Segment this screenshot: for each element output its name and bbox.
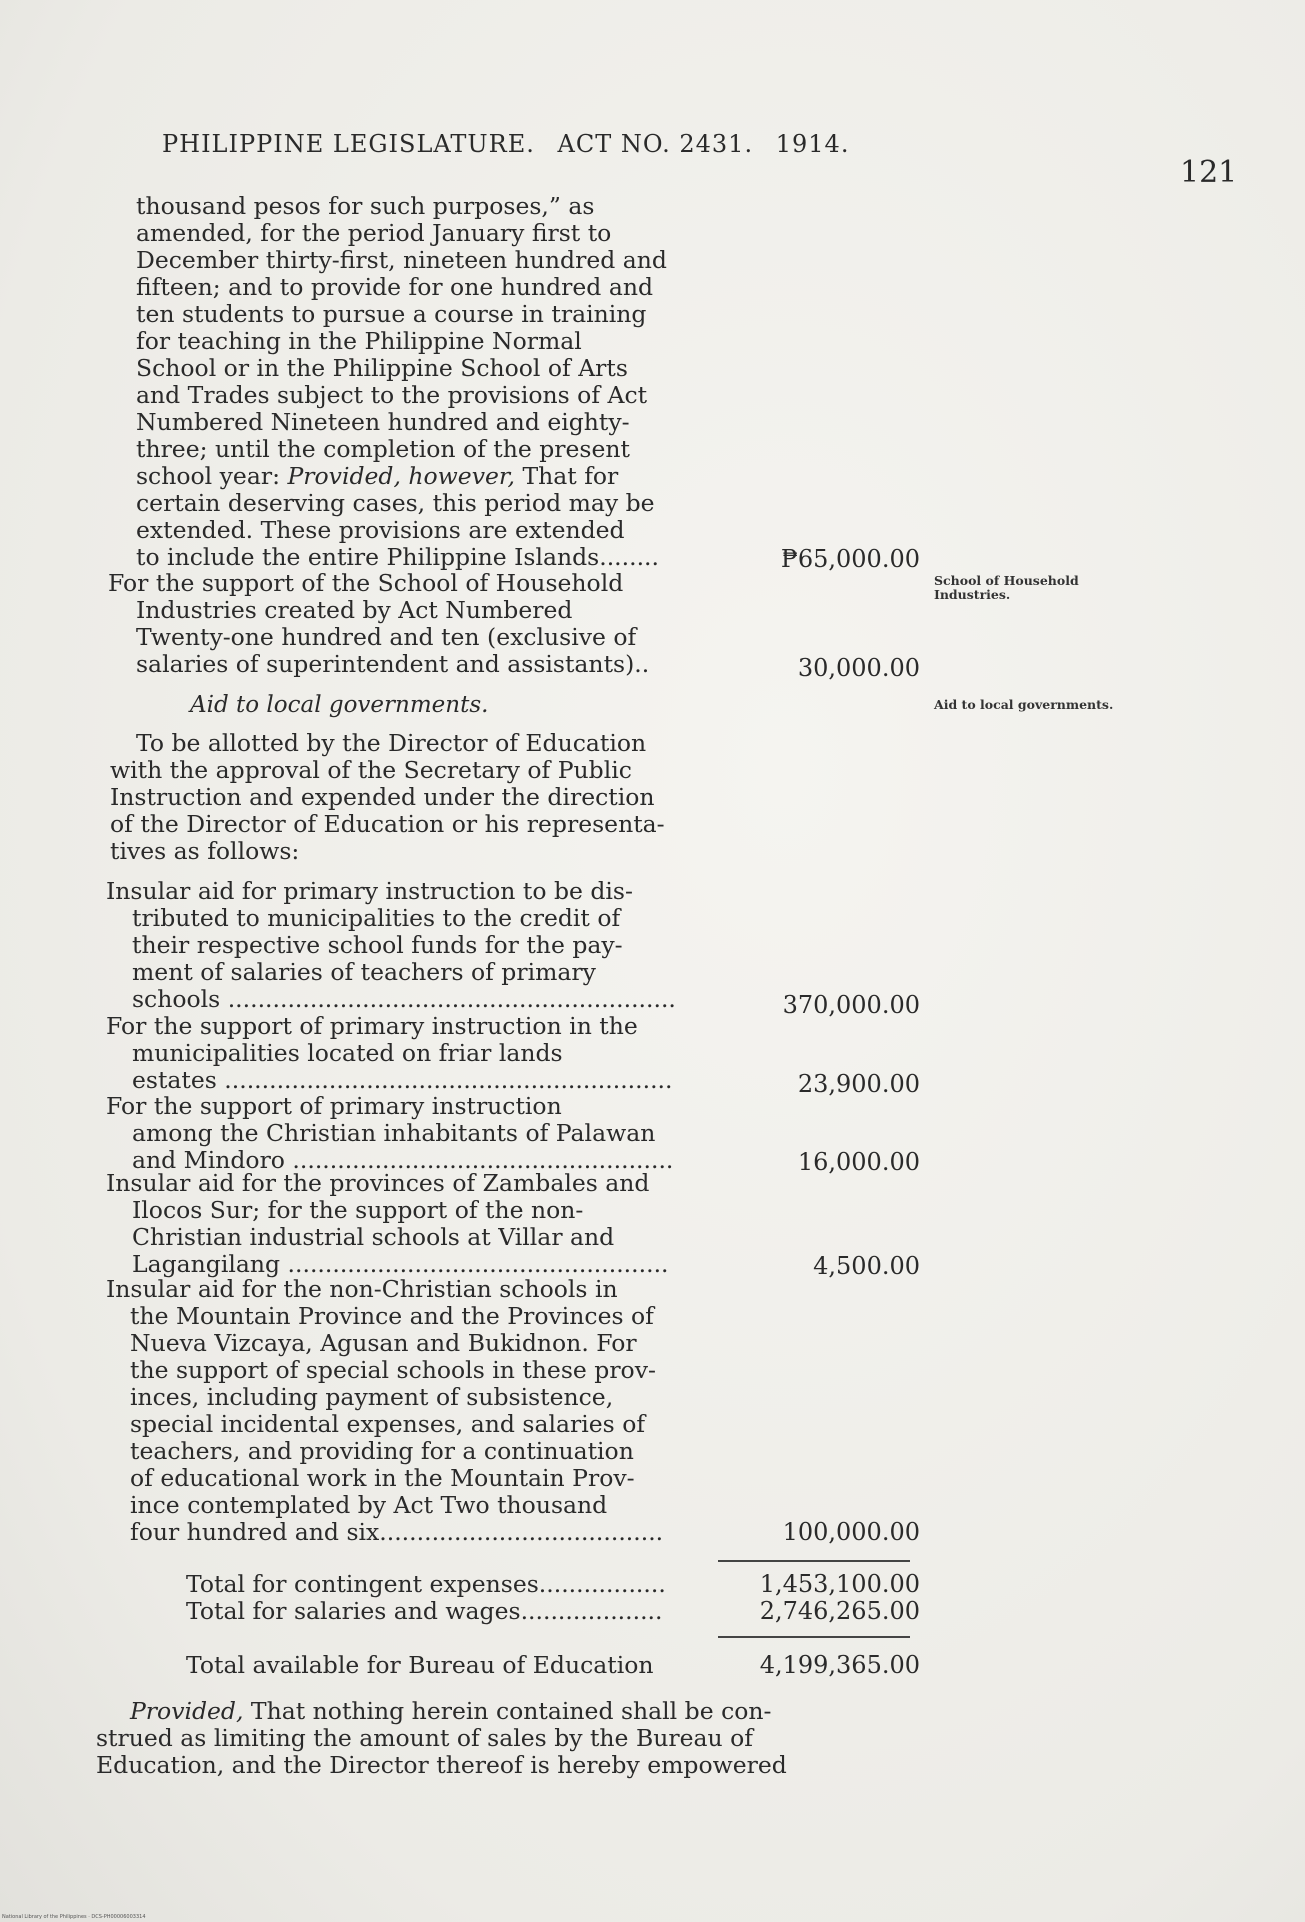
text-line: certain deserving cases, this period may be	[136, 489, 655, 517]
text-line: thousand pesos for such purposes,” as	[136, 192, 595, 220]
text-line: for teaching in the Philippine Normal	[136, 327, 582, 355]
total-salaries-amount: 2,746,265.00	[759, 1597, 920, 1625]
text-line: the Mountain Province and the Provinces of	[130, 1302, 654, 1330]
text-line: Nueva Vizcaya, Agusan and Bukidnon. For	[130, 1329, 637, 1357]
text-line: inces, including payment of subsistence,	[130, 1383, 614, 1411]
text-line: special incidental expenses, and salaries of	[130, 1410, 646, 1438]
text-line: Christian industrial schools at Villar and	[132, 1223, 615, 1251]
text-line: For the support of primary instruction in the	[106, 1012, 638, 1040]
text-line: four hundred and six......................................	[130, 1518, 664, 1546]
grand-total-amount: 4,199,365.00	[759, 1651, 920, 1679]
header-source: PHILIPPINE LEGISLATURE.	[162, 130, 535, 158]
text-line: Insular aid for the non-Christian schools in	[106, 1275, 618, 1303]
text-line: December thirty-first, nineteen hundred and	[136, 246, 667, 274]
text-line: among the Christian inhabitants of Palawan	[132, 1119, 656, 1147]
text-line: three; until the completion of the present	[136, 435, 630, 463]
amount-item-3: 16,000.00	[797, 1148, 920, 1176]
section-heading: Aid to local governments.	[190, 692, 489, 718]
closing-line: strued as limiting the amount of sales by the Bureau of	[96, 1724, 753, 1752]
total-rule	[718, 1560, 910, 1562]
total-salaries-label: Total for salaries and wages...................	[186, 1597, 663, 1625]
page-number: 121	[1180, 155, 1238, 190]
text-line: of educational work in the Mountain Prov-	[130, 1464, 635, 1492]
text-line: Insular aid for primary instruction to be dis-	[106, 877, 633, 905]
italic-emphasis: Provided, however,	[287, 462, 515, 490]
text-line: school year: Provided, however, That for	[136, 462, 619, 490]
amount-household: 30,000.00	[797, 654, 920, 682]
text-line: and Trades subject to the provisions of Act	[136, 381, 648, 409]
text-line: to include the entire Philippine Islands........	[136, 543, 659, 571]
text-line: teachers, and providing for a continuation	[130, 1437, 634, 1465]
amount-item-4: 4,500.00	[813, 1252, 920, 1280]
margin-note-aid: Aid to local governments.	[934, 697, 1114, 712]
amount-intro: ₱65,000.00	[780, 545, 920, 573]
grand-total-rule	[718, 1636, 910, 1638]
text-line: ince contemplated by Act Two thousand	[130, 1491, 608, 1519]
text-line: Ilocos Sur; for the support of the non-	[132, 1196, 584, 1224]
text-line: School or in the Philippine School of Arts	[136, 354, 628, 382]
closing-line: Provided, That nothing herein contained shall be con-	[130, 1697, 772, 1725]
closing-line: Education, and the Director thereof is hereby empowered	[96, 1751, 787, 1779]
text-line: amended, for the period January first to	[136, 219, 612, 247]
text-line: with the approval of the Secretary of Public	[110, 756, 632, 784]
text-line: the support of special schools in these prov-	[130, 1356, 656, 1384]
text-line: fifteen; and to provide for one hundred and	[136, 273, 654, 301]
italic-emphasis: Provided,	[130, 1697, 244, 1725]
text-line: tives as follows:	[110, 837, 300, 865]
amount-item-5: 100,000.00	[782, 1518, 920, 1546]
text-line: extended. These provisions are extended	[136, 516, 625, 544]
text-line: estates ............................................................	[132, 1066, 673, 1094]
text-line: Insular aid for the provinces of Zambales and	[106, 1169, 650, 1197]
text-line: To be allotted by the Director of Education	[136, 729, 647, 757]
text-line: Twenty-one hundred and ten (exclusive of	[136, 623, 637, 651]
margin-note-household: School of Household Industries.	[934, 573, 1079, 602]
amount-item-2: 23,900.00	[797, 1070, 920, 1098]
header-year: 1914.	[775, 130, 850, 158]
text-line: For the support of the School of Household	[108, 569, 624, 597]
text-line: Industries created by Act Numbered	[136, 596, 573, 624]
text-line: and Mindoro ...................................................	[132, 1146, 674, 1174]
text-line: their respective school funds for the pay-	[132, 931, 623, 959]
total-contingent-label: Total for contingent expenses.................	[186, 1570, 666, 1598]
text-line: ten students to pursue a course in training	[136, 300, 647, 328]
text-line: schools ............................................................	[132, 985, 676, 1013]
grand-total-label: Total available for Bureau of Education	[186, 1651, 654, 1679]
text-line: salaries of superintendent and assistants)..	[136, 650, 650, 678]
text-line: tributed to municipalities to the credit of	[132, 904, 621, 932]
text-line: For the support of primary instruction	[106, 1092, 562, 1120]
archive-stamp: National Library of the Philippines · DCS-PH00006003314	[2, 1914, 146, 1920]
amount-item-1: 370,000.00	[782, 991, 920, 1019]
text-line: Numbered Nineteen hundred and eighty-	[136, 408, 630, 436]
text-line: Instruction and expended under the direction	[110, 783, 655, 811]
text-line: Lagangilang ...................................................	[132, 1250, 669, 1278]
text-line: ment of salaries of teachers of primary	[132, 958, 596, 986]
text-line: municipalities located on friar lands	[132, 1039, 563, 1067]
text-line: of the Director of Education or his representa-	[110, 810, 665, 838]
running-header	[162, 130, 922, 158]
header-act: ACT NO. 2431.	[557, 130, 754, 158]
total-contingent-amount: 1,453,100.00	[759, 1570, 920, 1598]
